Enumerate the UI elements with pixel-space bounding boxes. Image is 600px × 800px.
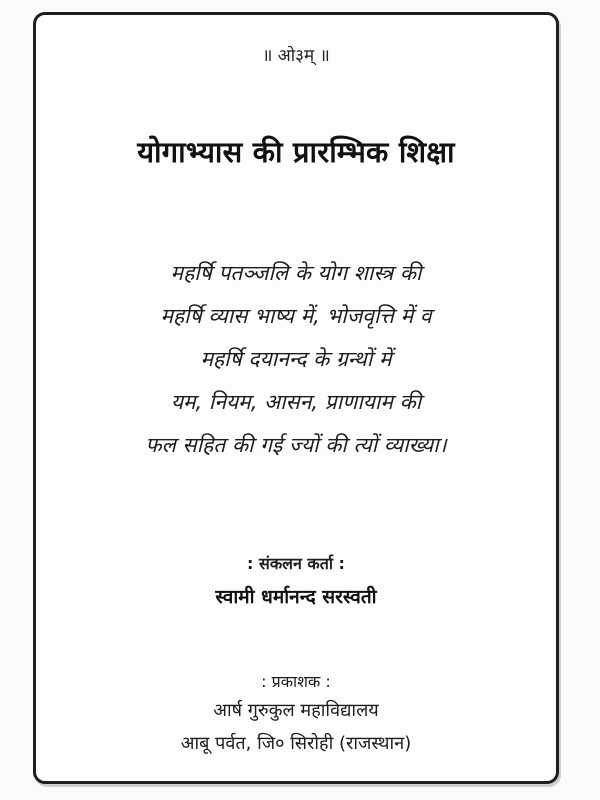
description-line: महर्षि दयानन्द के ग्रन्थों में (200, 347, 392, 371)
description-line: महर्षि पतञ्जलि के योग शास्त्र की (170, 261, 422, 285)
page-title: योगाभ्यास की प्रारम्भिक शिक्षा (137, 135, 455, 169)
compiler-label: : संकलन कर्ता : (247, 554, 345, 573)
description-line: यम, नियम, आसन, प्राणायाम की (170, 390, 422, 414)
compiler-name: स्वामी धर्मानन्द सरस्वती (215, 586, 377, 608)
om-invocation: ॥ ओ३म् ॥ (262, 46, 330, 66)
description-line: फल सहित की गई ज्यों की त्यों व्याख्या। (145, 433, 447, 457)
publisher-address: आबू पर्वत, जि० सिरोही (राजस्थान) (180, 733, 412, 754)
description-line: महर्षि व्यास भाष्य में, भोजवृत्ति में व (160, 304, 432, 328)
description-text (36, 252, 556, 467)
page-border-frame (33, 12, 559, 784)
publisher-label: : प्रकाशक : (261, 672, 331, 691)
publisher-name: आर्ष गुरुकुल महाविद्यालय (213, 700, 379, 721)
